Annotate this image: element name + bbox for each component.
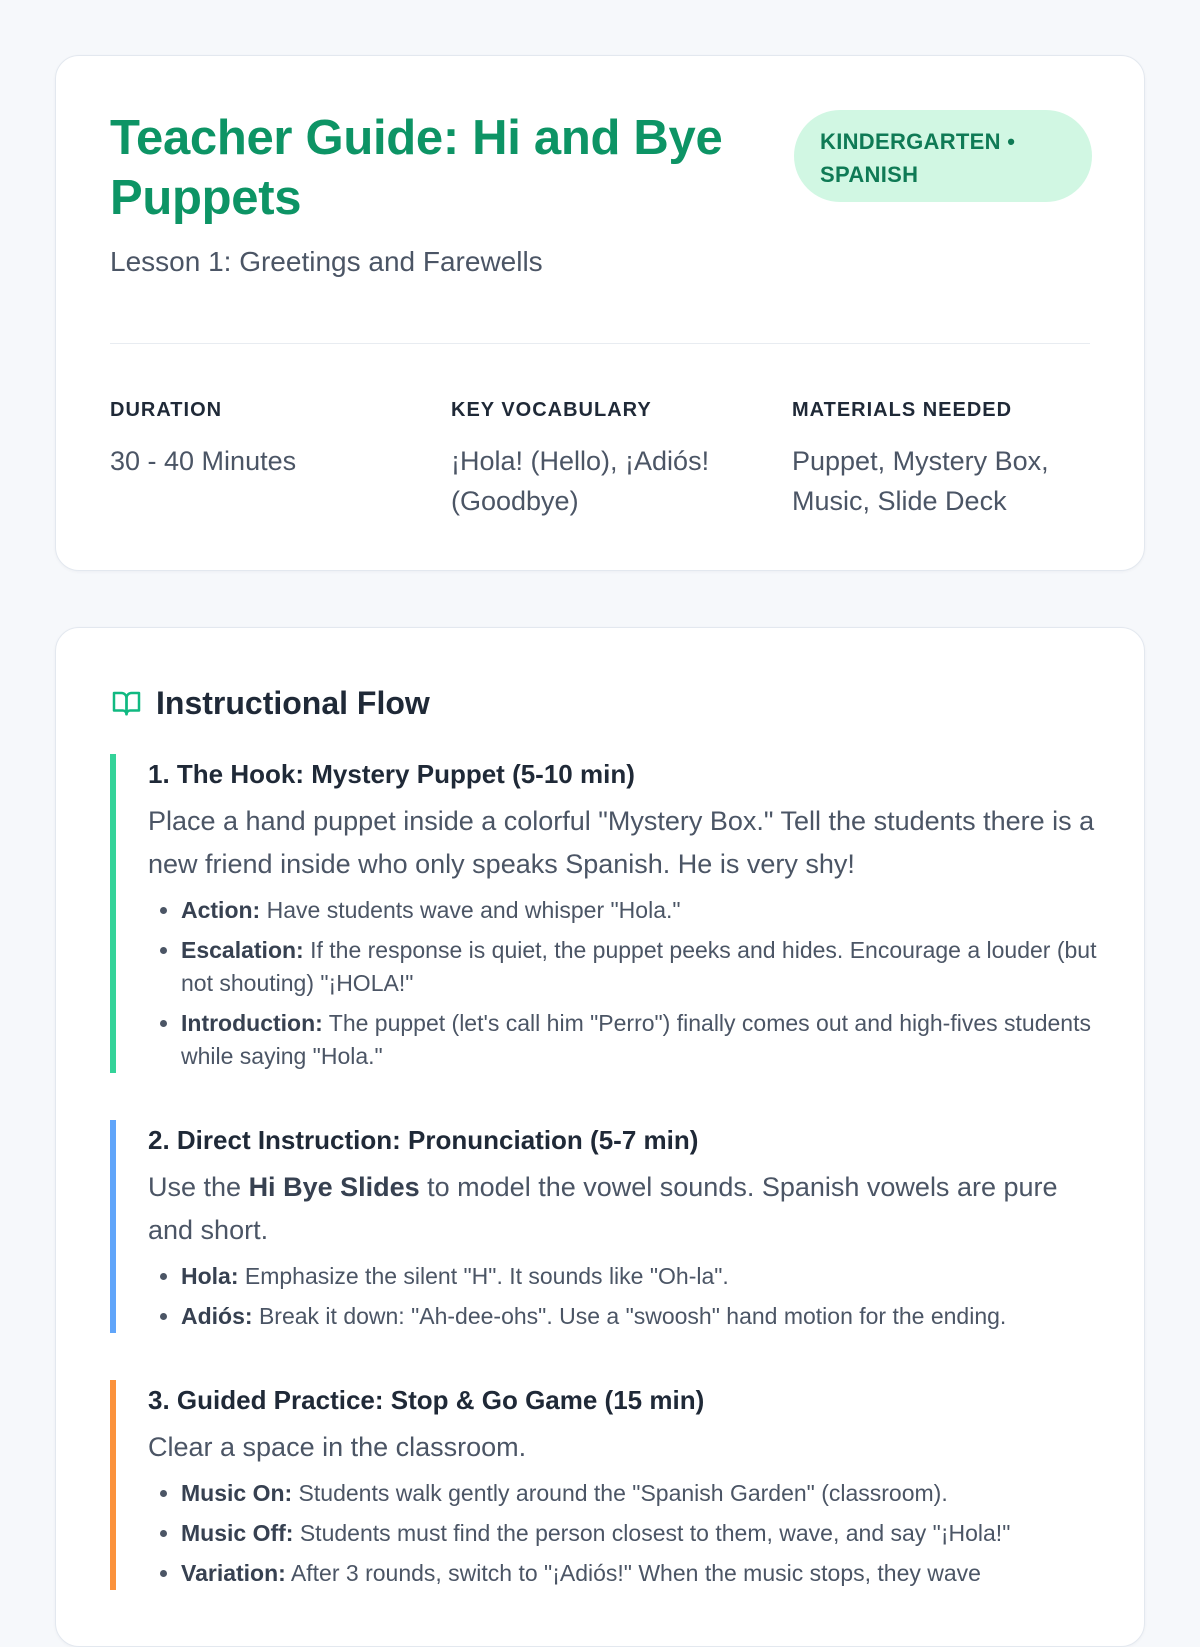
- meta-label: DURATION: [110, 399, 223, 421]
- bullet-text: Emphasize the silent "H". It sounds like "Oh-la".: [238, 1263, 729, 1289]
- list-item: [181, 1260, 1100, 1293]
- grade-subject-badge: KINDERGARTEN • SPANISH: [794, 110, 1092, 202]
- step-title: 1. The Hook: Mystery Puppet (5-10 min): [148, 759, 635, 789]
- bullet-label: Variation:: [181, 1560, 286, 1586]
- bullet-text: Break it down: "Ah-dee-ohs". Use a "swoosh" hand motion for the ending.: [252, 1303, 1007, 1329]
- step-description: [148, 1166, 1100, 1252]
- bullet-text: Have students wave and whisper "Hola.": [260, 897, 681, 923]
- step-description: Place a hand puppet inside a colorful "Mystery Box." Tell the students there is a new friend inside who only speaks Spanish. He is very shy!: [148, 806, 1095, 879]
- step-hook: [110, 754, 1100, 1073]
- bullet-label: Adiós:: [181, 1303, 253, 1329]
- bullet-label: Hola:: [181, 1263, 239, 1289]
- meta-duration: [110, 395, 410, 481]
- step-description: Clear a space in the classroom.: [148, 1432, 527, 1462]
- list-item: [181, 934, 1100, 1000]
- section-header: [110, 683, 430, 723]
- bullet-label: Introduction:: [181, 1010, 323, 1036]
- meta-materials-needed: [792, 395, 1092, 521]
- bullet-text: The puppet (let's call him "Perro") finally comes out and high-fives students while saying "Hola.": [181, 1010, 1091, 1069]
- page-title: Teacher Guide: Hi and Bye Puppets: [110, 111, 723, 225]
- meta-label: KEY VOCABULARY: [451, 399, 652, 421]
- step-title: 2. Direct Instruction: Pronunciation (5-7 min): [148, 1125, 699, 1155]
- section-title: Instructional Flow: [156, 685, 430, 721]
- step-guided-practice: [110, 1380, 1100, 1590]
- bullet-text: If the response is quiet, the puppet peeks and hides. Encourage a louder (but not shouting) "¡HOLA!": [181, 937, 1097, 996]
- bullet-label: Action:: [181, 897, 261, 923]
- bullet-text: Students must find the person closest to them, wave, and say "¡Hola!": [293, 1520, 1011, 1546]
- step-title: 3. Guided Practice: Stop & Go Game (15 min): [148, 1385, 705, 1415]
- bullet-text: Students walk gently around the "Spanish Garden" (classroom).: [292, 1480, 948, 1506]
- meta-value: 30 - 40 Minutes: [110, 446, 297, 476]
- book-open-icon: [110, 688, 143, 718]
- meta-key-vocabulary: [451, 395, 741, 521]
- list-item: [181, 1477, 1100, 1510]
- step-text-part: Use the: [148, 1172, 249, 1202]
- meta-value: Puppet, Mystery Box, Music, Slide Deck: [792, 446, 1049, 516]
- lesson-header-card: [55, 55, 1145, 571]
- list-item: [181, 1300, 1100, 1333]
- step-bullet-list: [148, 1477, 1100, 1590]
- bullet-text: After 3 rounds, switch to "¡Adiós!" When the music stops, they wave: [285, 1560, 981, 1586]
- header-divider: [110, 343, 1090, 344]
- list-item: [181, 1007, 1100, 1073]
- list-item: [181, 1517, 1100, 1550]
- step-bullet-list: [148, 1260, 1100, 1333]
- list-item: [181, 894, 1100, 927]
- step-text-part: to model the vowel sounds. Spanish vowels are pure and short.: [148, 1172, 1058, 1245]
- list-item: [181, 1557, 1100, 1590]
- step-direct-instruction: [110, 1120, 1100, 1333]
- bullet-label: Escalation:: [181, 937, 304, 963]
- meta-value: ¡Hola! (Hello), ¡Adiós! (Goodbye): [451, 446, 710, 516]
- instructional-flow-card: [55, 627, 1145, 1647]
- bullet-label: Music Off:: [181, 1520, 294, 1546]
- lesson-subtitle: Lesson 1: Greetings and Farewells: [110, 246, 543, 277]
- step-bullet-list: [148, 894, 1100, 1073]
- meta-label: MATERIALS NEEDED: [792, 399, 1013, 421]
- slides-reference: Hi Bye Slides: [248, 1172, 420, 1202]
- bullet-label: Music On:: [181, 1480, 293, 1506]
